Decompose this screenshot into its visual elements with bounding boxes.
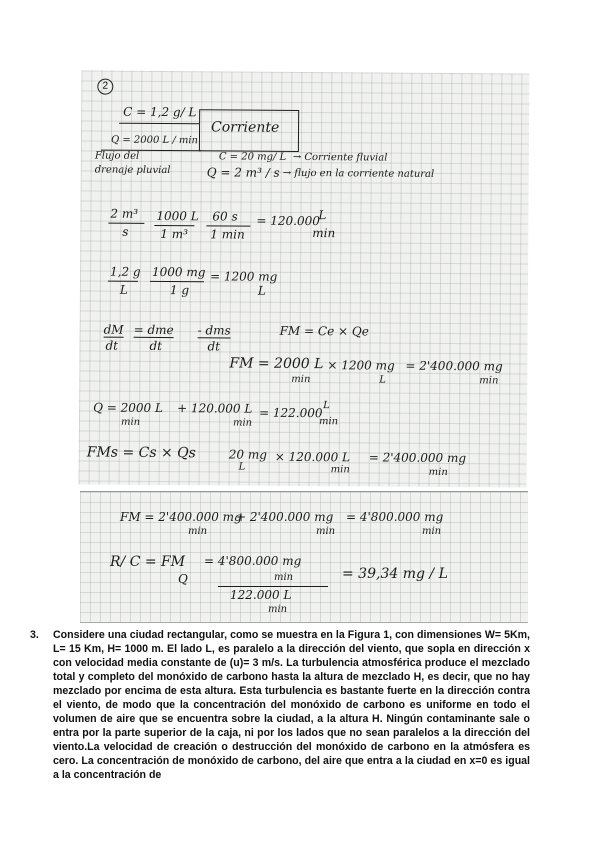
problem-number-circle: 2 bbox=[97, 79, 113, 95]
answer-result: = 39,34 mg / L bbox=[342, 566, 448, 582]
fm-eq-3: × 1200 mg bbox=[327, 358, 395, 373]
answer-3: = 4'800.000 mg bbox=[204, 554, 302, 568]
fm-eq-6: min bbox=[479, 375, 499, 387]
conv2-num2: 1000 mg bbox=[151, 264, 206, 280]
conv1-unit-den: min bbox=[312, 226, 336, 241]
balance-dt2: dt bbox=[149, 338, 163, 354]
total-fm-3: + 2'400.000 mg bbox=[236, 510, 334, 524]
fms-eq-4: × 120.000 L bbox=[274, 449, 351, 465]
total-fm-6: min bbox=[422, 526, 442, 537]
q-eq-6: L bbox=[323, 400, 330, 412]
fms-eq-1: FMs = Cs × Qs bbox=[86, 444, 196, 462]
answer-5: 122.000 L bbox=[230, 588, 292, 602]
balance-dms: - dms bbox=[197, 323, 231, 338]
fms-eq-2: 20 mg bbox=[228, 447, 267, 462]
stream-box-label: Corriente bbox=[211, 119, 280, 136]
problem-text: Considere una ciudad rectangular, como se muestra en la Figura 1, con dimensiones W= 5Km, L= 15 Km, H= 1000 m. El lado L, es paralelo a la dirección del viento, que sopla en dirección x con velocidad media constante de (u)= 3 m/s. La turbulencia atmosférica produce el mezclado total y completo del monóxido de carbono hasta la altura de mezclado H, es decir, que no hay mezclado por encima de esta altura. Esta turbulencia es bastante fuerte en la dirección contra el viento, de modo que la concentración del monóxido de carbono es uniforme en todo el volumen de aire que se encuentra sobre la ciudad, a la altura H. Ningún contaminante sale o entra por la parte superior de la caja, ni por los lados que no sean paralelos a la dirección del viento.La velocidad de creación o destrucción del monóxido de carbono en la atmósfera es cero. La concentración de monóxido de carbono, del aire que entra a la ciudad en x=0 es igual a la concentración de bbox=[53, 629, 530, 781]
fm-eq-2: min bbox=[291, 373, 311, 386]
total-fm-5: = 4'800.000 mg bbox=[346, 510, 444, 524]
river-concentration-note: → Corriente fluvial bbox=[292, 151, 388, 164]
fm-eq-1: FM = 2000 L bbox=[229, 355, 324, 373]
balance-dm: dM bbox=[103, 322, 124, 337]
answer-6: min bbox=[268, 604, 288, 615]
conv2-den2: 1 g bbox=[169, 283, 190, 298]
river-flow: Q = 2 m³ / s bbox=[206, 165, 280, 180]
conv1-den: s bbox=[122, 224, 129, 239]
balance-dme: = dme bbox=[133, 322, 174, 338]
total-fm-2: min bbox=[188, 526, 208, 537]
river-flow-note: → flujo en la corriente natural bbox=[282, 167, 435, 180]
conv2-result: = 1200 mg bbox=[209, 269, 278, 284]
q-eq-1: Q = 2000 L bbox=[93, 400, 163, 416]
q-eq-3: + 120.000 L bbox=[177, 401, 253, 416]
conv1-den2: 1 m³ bbox=[160, 226, 188, 242]
conv1-num2: 1000 L bbox=[156, 208, 199, 224]
flow-label-2: drenaje pluvial bbox=[94, 164, 171, 177]
fm-eq-5: = 2'400.000 mg bbox=[405, 358, 503, 374]
fms-eq-3: L bbox=[238, 461, 246, 473]
conv2-den: L bbox=[119, 282, 128, 297]
river-concentration: C = 20 mg/ L bbox=[218, 151, 287, 163]
fraction-bar bbox=[108, 281, 138, 282]
answer-4: min bbox=[274, 572, 294, 583]
fms-eq-5: min bbox=[330, 464, 350, 476]
balance-fm: FM = Ce × Qe bbox=[279, 323, 369, 339]
conv1-unit-num: L bbox=[318, 208, 327, 223]
answer-1: R/ C = FM bbox=[110, 554, 186, 570]
fm-eq-4: L bbox=[379, 374, 386, 386]
problem-number: 3. bbox=[30, 629, 39, 641]
answer-2: Q bbox=[178, 572, 188, 586]
fraction-bar bbox=[108, 223, 144, 224]
fraction-bar bbox=[150, 281, 204, 282]
conv1-result: = 120.000 bbox=[256, 213, 320, 229]
q-eq-2: min bbox=[120, 416, 141, 428]
conv1-num: 2 m³ bbox=[110, 206, 139, 221]
total-fm-4: min bbox=[316, 526, 336, 537]
flow-input: Q = 2000 L / min bbox=[110, 134, 199, 147]
conv1-num3: 60 s bbox=[212, 209, 238, 224]
conv1-den3: 1 min bbox=[210, 227, 245, 242]
q-eq-4: min bbox=[232, 417, 253, 429]
fms-eq-6: = 2'400.000 mg bbox=[368, 450, 467, 466]
balance-dt1: dt bbox=[105, 338, 119, 353]
fraction-bar bbox=[218, 586, 328, 587]
balance-dt3: dt bbox=[207, 339, 221, 354]
conv2-num: 1,2 g bbox=[109, 264, 141, 279]
arrow-line bbox=[119, 123, 199, 125]
total-fm-1: FM = 2'400.000 mg bbox=[120, 510, 242, 524]
flow-label-1: Flujo del bbox=[94, 150, 140, 162]
q-eq-5: = 122.000 bbox=[259, 405, 323, 421]
handwritten-notes-photo-1 bbox=[79, 70, 530, 487]
handwritten-notes-photo-2 bbox=[80, 492, 528, 622]
fms-eq-7: min bbox=[428, 466, 448, 479]
q-eq-7: min bbox=[318, 416, 339, 428]
problem-paragraph bbox=[30, 628, 530, 782]
concentration-input: C = 1,2 g/ L bbox=[123, 104, 197, 120]
conv2-unit: L bbox=[257, 283, 266, 298]
